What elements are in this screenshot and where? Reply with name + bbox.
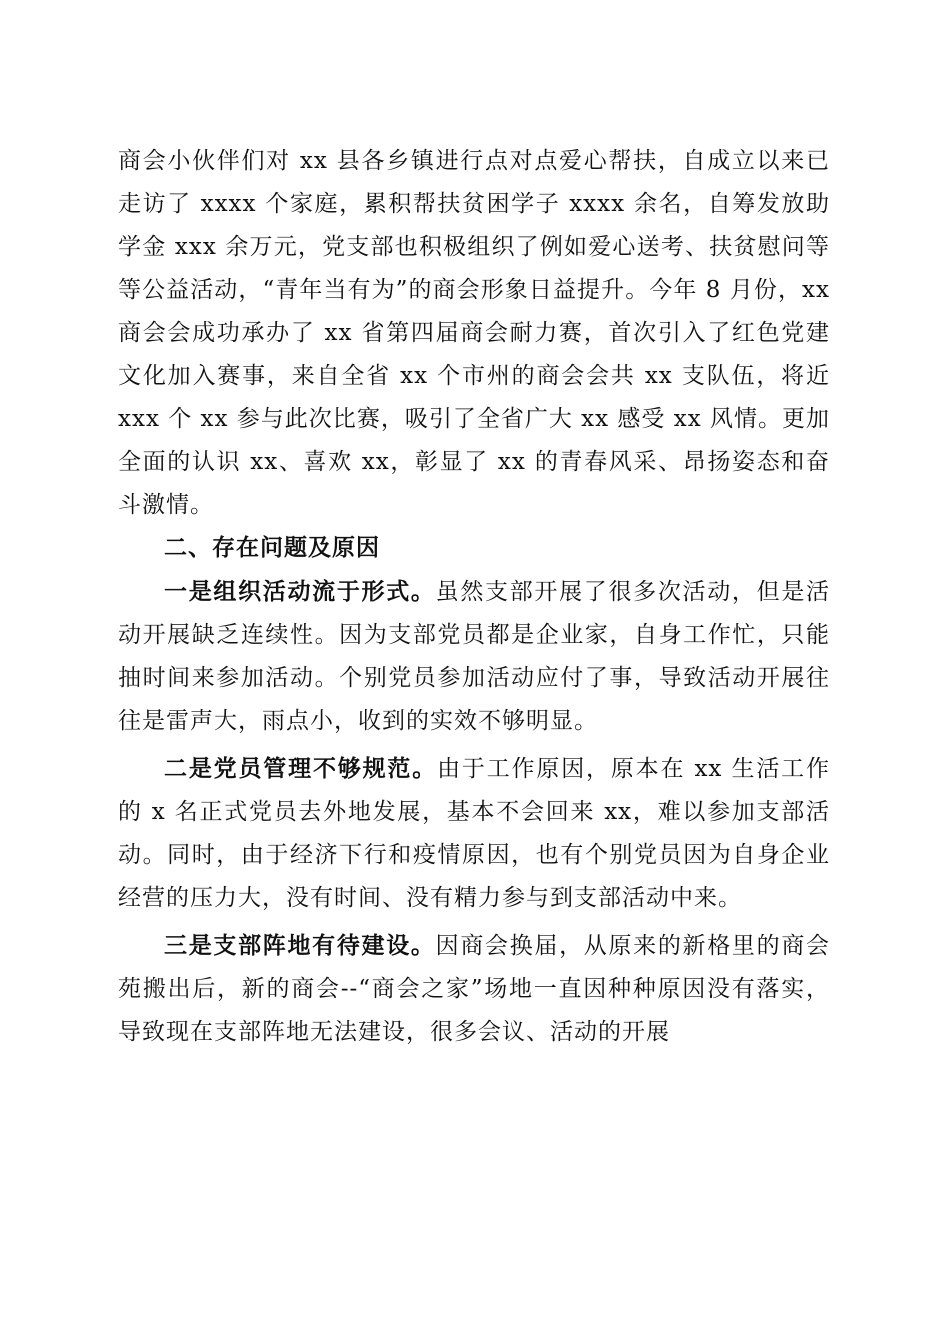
section-heading: 二、存在问题及原因 xyxy=(164,535,380,561)
issue-2-body: 由于工作原因，原本在 xx 生活工作的 x 名正式党员去外地发展，基本不会回来 xx，难以参加支部活动。同时，由于经济下行和疫情原因，也有个别党员因为自身企业经营的压力大，没有时间、没有精力参与到支部活动中来。 xyxy=(118,756,831,911)
paragraph-continued: 商会小伙伴们对 xx 县各乡镇进行点对点爱心帮扶，自成立以来已走访了 xxxx 个家庭，累积帮扶贫困学子 xxxx 余名，自筹发放助学金 xxx 余万元，党支部也积极组织了例如爱心送考、扶贫慰问等等公益活动，“青年当有为”的商会形象日益提升。今年 8 月份，xx 商会会成功承办了 xx 省第四届商会耐力赛，首次引入了红色党建文化加入赛事，来自全省 xx 个市州的商会会共 xx 支队伍，将近 xxx 个 xx 参与此次比赛，吸引了全省广大 xx 感受 xx 风情。更加全面的认识 xx、喜欢 xx，彰显了 xx 的青春风采、昂扬姿态和奋斗激情。 xyxy=(118,148,830,518)
issue-paragraph-3 xyxy=(118,924,830,1054)
issue-1-lead: 一是组织活动流于形式。 xyxy=(164,578,436,605)
issue-paragraph-1 xyxy=(118,570,830,743)
document-body xyxy=(118,140,830,1054)
issue-2-lead: 二是党员管理不够规范。 xyxy=(164,755,438,782)
issue-1-body: 虽然支部开展了很多次活动，但是活动开展缺乏连续性。因为支部党员都是企业家，自身工作忙，只能抽时间来参加活动。个别党员参加活动应付了事，导致活动开展往往是雷声大，雨点小，收到的实效不够明显。 xyxy=(118,579,831,734)
issue-3-body: 因商会换届，从原来的新格里的商会苑搬出后，新的商会--“商会之家”场地一直因种种原因没有落实，导致现在支部阵地无法建设，很多会议、活动的开展 xyxy=(118,933,831,1045)
issue-3-lead: 三是支部阵地有待建设。 xyxy=(164,932,436,959)
issue-paragraph-2 xyxy=(118,747,830,920)
